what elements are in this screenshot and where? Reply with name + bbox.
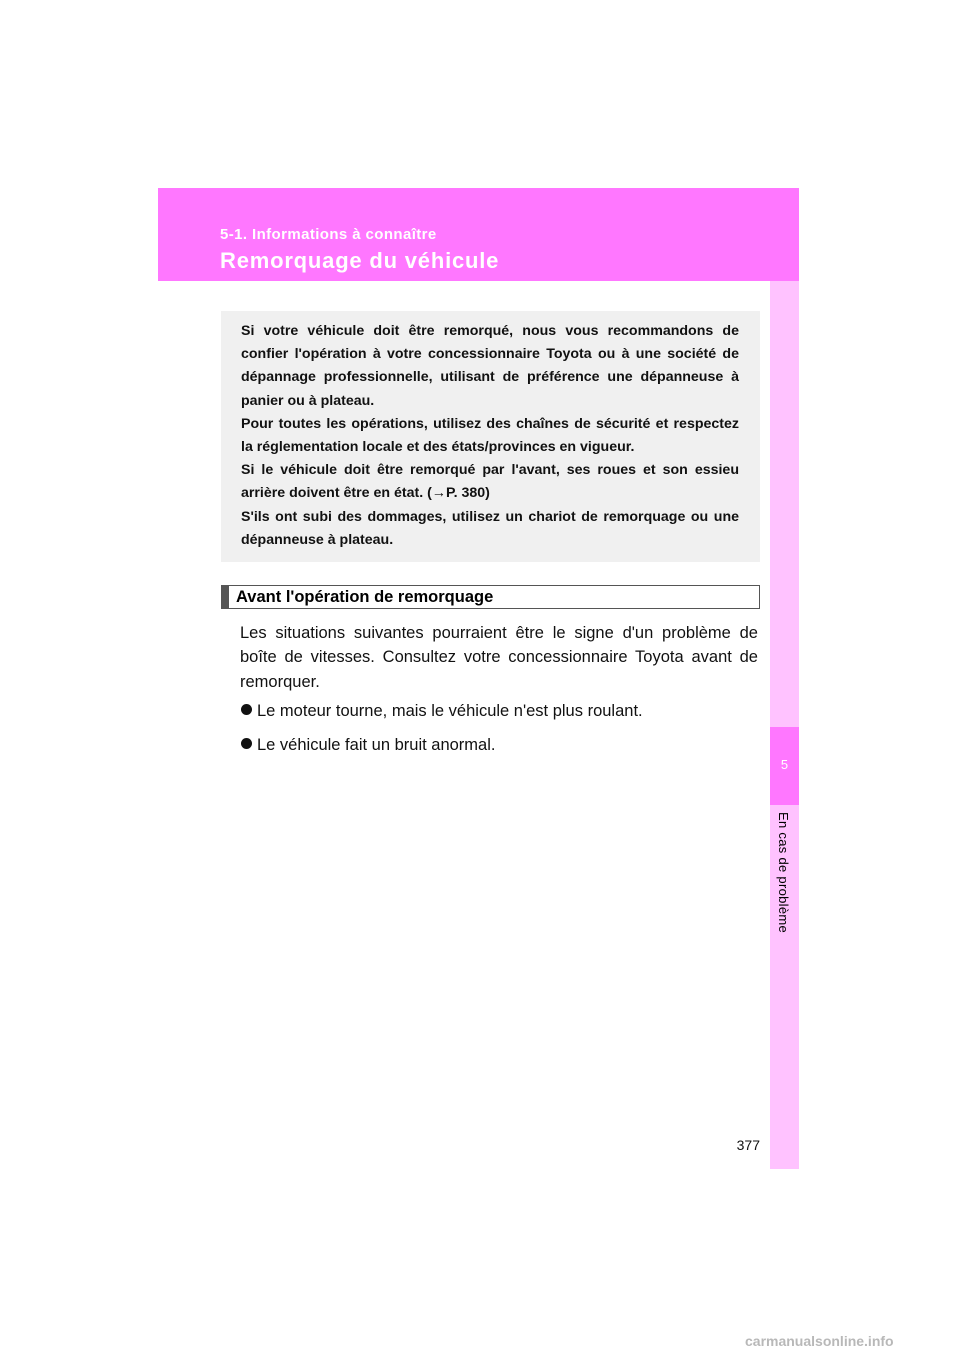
chapter-number: 5 — [780, 757, 789, 772]
intro-box — [221, 311, 760, 562]
watermark: carmanualsonline.info — [745, 1333, 894, 1349]
chapter-title: En cas de problème — [776, 812, 791, 934]
side-tab-strip — [770, 281, 799, 1169]
section-label: 5-1. Informations à connaître — [220, 226, 437, 243]
intro-paragraph: Si votre véhicule doit être remorqué, nous vous recommandons de confier l'opération à votre concessionnaire Toyota ou à une société de dépannage professionnelle, utilisant de préférence une dépanneuse à panier ou à plateau. — [241, 323, 739, 409]
bullet-icon — [241, 704, 252, 715]
intro-paragraph: Pour toutes les opérations, utilisez des chaînes de sécurité et respectez la réglementation locale et des états/provinces en vigueur. — [241, 415, 739, 456]
section-heading: Avant l'opération de remorquage — [236, 588, 494, 606]
page-number: 377 — [736, 1137, 760, 1153]
section-heading-box — [221, 585, 760, 609]
bullet-text: Le moteur tourne, mais le véhicule n'est plus roulant. — [257, 702, 643, 720]
bullet-text: Le véhicule fait un bruit anormal. — [257, 736, 496, 754]
page-title: Remorquage du véhicule — [220, 248, 500, 273]
bullet-item — [240, 702, 760, 721]
bullet-item — [240, 736, 760, 755]
intro-paragraph: S'ils ont subi des dommages, utilisez un chariot de remorquage ou une dépanneuse à plateau. — [241, 508, 739, 548]
section-body: Les situations suivantes pourraient être le signe d'un problème de boîte de vitesses. Consultez votre concessionnaire Toyota avant de remorquer. — [240, 624, 758, 691]
intro-paragraph: Si le véhicule doit être remorqué par l'avant, ses roues et son essieu arrière doivent être en état. (→P. 380) — [241, 462, 739, 502]
bullet-icon — [241, 738, 252, 749]
